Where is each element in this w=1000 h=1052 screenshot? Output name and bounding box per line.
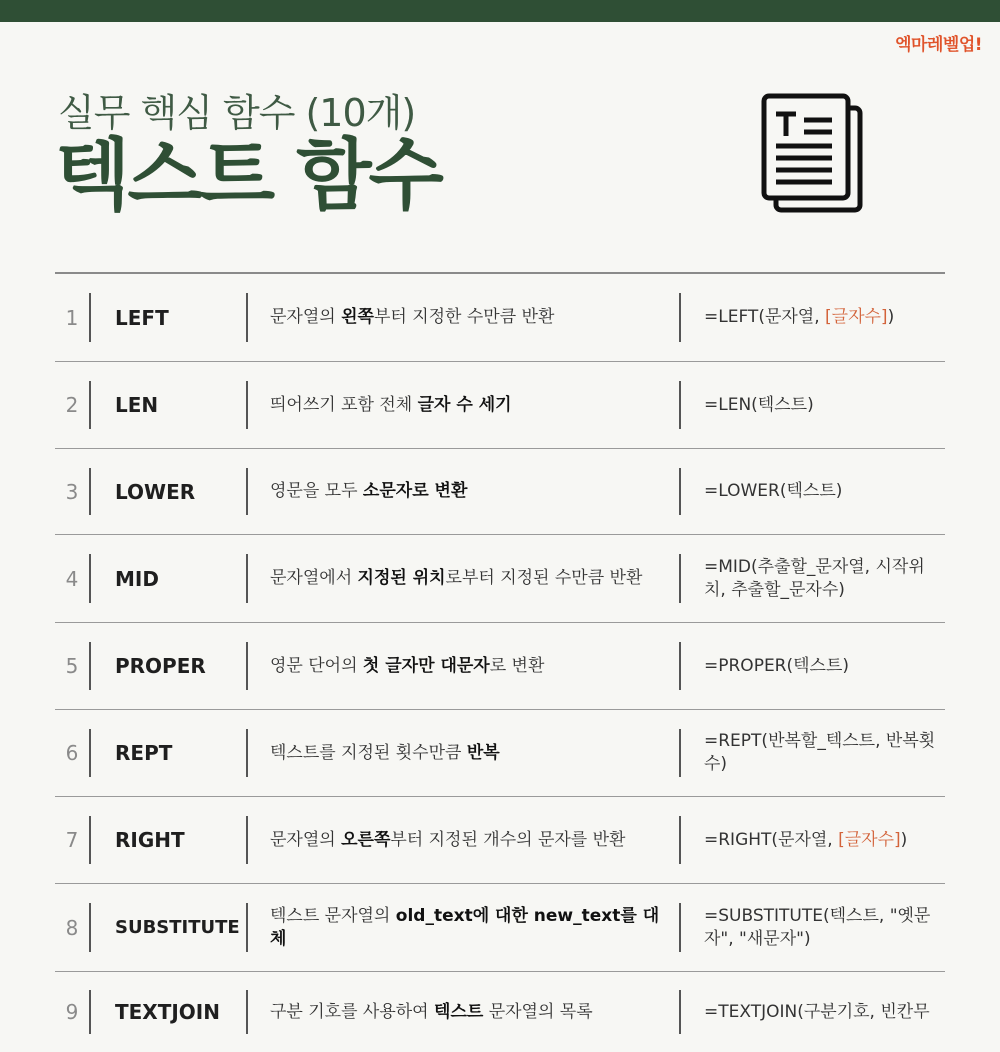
column-divider — [246, 554, 248, 603]
row-number: 1 — [65, 305, 79, 330]
row-number: 7 — [65, 828, 79, 852]
column-divider — [679, 554, 681, 603]
syntax-text: =LEN(텍스트) — [704, 394, 814, 415]
column-divider — [679, 990, 681, 1035]
function-syntax — [704, 797, 944, 883]
description-text: 부터 지정된 개수의 문자를 반환 — [390, 829, 626, 850]
syntax-text: =LEFT(문자열, — [704, 307, 826, 328]
function-name: MID — [115, 566, 159, 591]
column-divider — [246, 990, 248, 1035]
page-title: 텍스트 함수 — [55, 131, 441, 221]
row-number: 4 — [65, 566, 79, 591]
description-highlight: 반복 — [466, 742, 500, 763]
description-highlight: 지정된 위치 — [357, 568, 446, 589]
description-highlight: old_text에 대한 new_text를 대체 — [270, 905, 660, 949]
column-divider — [679, 293, 681, 342]
description-text: 로 변환 — [489, 655, 545, 676]
column-divider — [679, 642, 681, 690]
column-divider — [246, 903, 248, 952]
description-text: 영문을 모두 — [270, 481, 363, 502]
description-text: 문자열의 목록 — [483, 1001, 593, 1022]
column-divider — [246, 816, 248, 864]
syntax-text: =MID(추출할_문자열, 시작위치, 추출할_문자수) — [704, 556, 925, 600]
column-divider — [679, 903, 681, 952]
function-description — [270, 797, 670, 883]
function-name: TEXTJOIN — [115, 1000, 220, 1024]
syntax-text: =SUBSTITUTE(텍스트, "옛문자", "새문자") — [704, 905, 931, 949]
function-name: PROPER — [115, 654, 206, 678]
function-syntax — [704, 710, 944, 796]
table-row — [55, 797, 945, 884]
row-number: 6 — [65, 741, 79, 765]
column-divider — [246, 729, 248, 777]
column-divider — [679, 729, 681, 777]
function-description — [270, 623, 670, 709]
function-table — [55, 272, 945, 1052]
column-divider — [89, 468, 91, 516]
description-text: 문자열에서 — [270, 568, 358, 589]
description-text: 텍스트를 지정된 횟수만큼 — [270, 742, 467, 763]
column-divider — [89, 554, 91, 603]
column-divider — [89, 990, 91, 1035]
optional-argument: [글자수] — [838, 829, 901, 850]
row-number: 9 — [65, 1000, 79, 1024]
row-number: 3 — [65, 479, 79, 504]
description-text: 로부터 지정된 수만큼 반환 — [445, 568, 643, 589]
description-text: 구분 기호를 사용하여 — [270, 1001, 435, 1022]
syntax-text: =LOWER(텍스트) — [704, 481, 843, 502]
function-name: REPT — [115, 741, 173, 765]
syntax-text: ) — [887, 307, 895, 328]
description-highlight: 글자 수 세기 — [417, 394, 512, 415]
description-text: 문자열의 — [270, 307, 342, 328]
table-row — [55, 710, 945, 797]
table-row — [55, 449, 945, 535]
column-divider — [89, 642, 91, 690]
optional-argument: [글자수] — [825, 307, 888, 328]
column-divider — [89, 816, 91, 864]
function-syntax — [704, 362, 944, 448]
brand-logo-text: 엑마레벨업! — [895, 35, 982, 55]
function-description — [270, 274, 670, 361]
column-divider — [246, 381, 248, 429]
top-bar — [0, 0, 1000, 22]
syntax-text: =PROPER(텍스트) — [704, 655, 850, 676]
function-syntax — [704, 274, 944, 361]
description-highlight: 오른쪽 — [341, 829, 391, 850]
description-text: 띄어쓰기 포함 전체 — [270, 394, 418, 415]
description-highlight: 왼쪽 — [341, 307, 374, 328]
row-number: 5 — [65, 654, 79, 678]
description-text: 영문 단어의 — [270, 655, 363, 676]
function-description — [270, 449, 670, 534]
column-divider — [679, 381, 681, 429]
column-divider — [679, 816, 681, 864]
description-text: 부터 지정한 수만큼 반환 — [373, 307, 555, 328]
column-divider — [246, 293, 248, 342]
function-syntax — [704, 449, 944, 534]
table-row — [55, 362, 945, 449]
function-description — [270, 884, 670, 971]
column-divider — [89, 903, 91, 952]
table-row — [55, 972, 945, 1052]
function-description — [270, 362, 670, 448]
document-text-icon — [760, 92, 866, 216]
description-highlight: 텍스트 — [434, 1001, 484, 1022]
function-name: LEN — [115, 393, 159, 417]
column-divider — [246, 642, 248, 690]
column-divider — [89, 729, 91, 777]
column-divider — [246, 468, 248, 516]
function-name: SUBSTITUTE — [115, 917, 240, 938]
syntax-text: ) — [900, 829, 908, 850]
table-row — [55, 884, 945, 972]
function-description — [270, 535, 670, 622]
column-divider — [679, 468, 681, 516]
page-subtitle: 실무 핵심 함수 (10개) — [58, 91, 416, 135]
syntax-text: =RIGHT(문자열, — [704, 829, 839, 850]
syntax-text: =TEXTJOIN(구분기호, 빈칸무 — [704, 1001, 930, 1022]
function-name: RIGHT — [115, 828, 185, 852]
function-syntax — [704, 884, 944, 971]
table-row — [55, 535, 945, 623]
row-number: 8 — [65, 915, 79, 940]
column-divider — [89, 381, 91, 429]
function-syntax — [704, 623, 944, 709]
table-row — [55, 623, 945, 710]
description-highlight: 소문자로 변환 — [362, 481, 468, 502]
table-row — [55, 274, 945, 362]
function-name: LEFT — [115, 305, 169, 330]
row-number: 2 — [65, 393, 79, 417]
function-syntax — [704, 972, 944, 1052]
function-syntax — [704, 535, 944, 622]
column-divider — [89, 293, 91, 342]
function-name: LOWER — [115, 479, 196, 504]
function-description — [270, 710, 670, 796]
syntax-text: =REPT(반복할_텍스트, 반복횟수) — [704, 731, 936, 774]
description-text: 문자열의 — [270, 829, 342, 850]
description-highlight: 첫 글자만 대문자 — [362, 655, 490, 676]
description-text: 텍스트 문자열의 — [270, 905, 396, 926]
function-description — [270, 972, 670, 1052]
